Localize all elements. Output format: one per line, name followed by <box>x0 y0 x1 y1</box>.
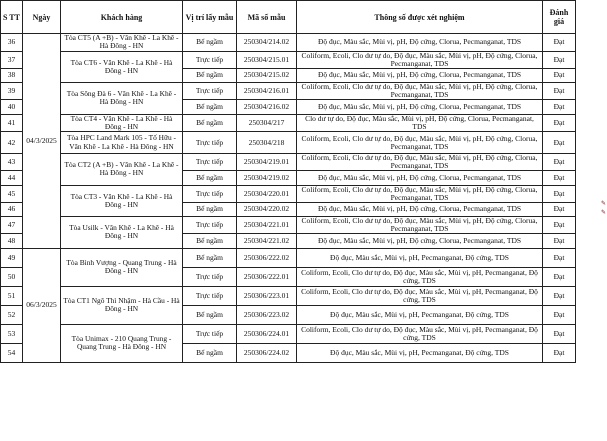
col-header-date: Ngày <box>23 1 61 34</box>
rating: Đạt <box>543 114 576 132</box>
row-stt: 44 <box>1 171 23 186</box>
rating: Đạt <box>543 68 576 83</box>
sample-location: Bể ngầm <box>183 202 237 217</box>
row-stt: 49 <box>1 248 23 267</box>
test-parameters: Coliform, Ecoli, Clo dư tự do, Độ đục, Màu sắc, Mùi vị, pH, Độ cứng, Clorua, Pecmanganat, TDS <box>297 132 543 154</box>
row-stt: 36 <box>1 34 23 52</box>
rating: Đạt <box>543 132 576 154</box>
row-stt: 50 <box>1 267 23 286</box>
sample-location: Trực tiếp <box>183 217 237 234</box>
sample-location: Bể ngầm <box>183 234 237 249</box>
customer-name: Tòa Unimax - 210 Quang Trung - Quang Trung - Hà Đông - HN <box>61 324 183 362</box>
sample-code: 250306/224.02 <box>237 343 297 362</box>
row-stt: 47 <box>1 217 23 234</box>
table-row <box>1 83 576 100</box>
rating: Đạt <box>543 234 576 249</box>
table-row <box>1 51 576 68</box>
test-parameters: Coliform, Ecoli, Clo dư tự do, Độ đục, Màu sắc, Mùi vị, pH, Độ cứng, Clorua, Pecmanganat, TDS <box>297 185 543 202</box>
sample-code: 250304/220.02 <box>237 202 297 217</box>
row-stt: 39 <box>1 83 23 100</box>
row-stt: 37 <box>1 51 23 68</box>
customer-name: Tòa CT2 (A +B) - Văn Khê - La Khê - Hà Đông - HN <box>61 154 183 186</box>
test-parameters: Coliform, Ecoli, Clo dư tự do, Độ đục, Màu sắc, Mùi vị, pH, Độ cứng, Clorua, Pecmanganat, TDS <box>297 83 543 100</box>
row-stt: 48 <box>1 234 23 249</box>
rating: Đạt <box>543 171 576 186</box>
sample-code: 250304/218 <box>237 132 297 154</box>
row-stt: 54 <box>1 343 23 362</box>
rating: Đạt <box>543 267 576 286</box>
sample-code: 250304/220.01 <box>237 185 297 202</box>
table-row <box>1 132 576 154</box>
rating: Đạt <box>543 286 576 305</box>
customer-name: Tòa Sông Đà 6 - Văn Khê - La Khê - Hà Đông - HN <box>61 83 183 115</box>
row-stt: 46 <box>1 202 23 217</box>
test-parameters: Độ đục, Màu sắc, Mùi vị, pH, Độ cứng, Clorua, Pecmanganat, TDS <box>297 171 543 186</box>
customer-name: Tòa HPC Land Mark 105 - Tố Hữu - Văn Khê - La Khê - Hà Đông - HN <box>61 132 183 154</box>
sample-location: Trực tiếp <box>183 51 237 68</box>
sample-code: 250304/221.02 <box>237 234 297 249</box>
sample-code: 250306/224.01 <box>237 324 297 343</box>
sample-location: Bể ngầm <box>183 171 237 186</box>
customer-name: Tòa CT5 (A +B) - Văn Khê - La Khê - Hà Đông - HN <box>61 34 183 52</box>
test-parameters: Coliform, Ecoli, Clo dư tự do, Độ đục, Màu sắc, Mùi vị, pH, Độ cứng, Clorua, Pecmanganat, TDS <box>297 51 543 68</box>
sample-code: 250304/215.02 <box>237 68 297 83</box>
sample-code: 250304/214.02 <box>237 34 297 52</box>
sample-code: 250304/215.01 <box>237 51 297 68</box>
rating: Đạt <box>543 202 576 217</box>
test-parameters: Coliform, Ecoli, Clo dư tự do, Độ đục, Màu sắc, Mùi vị, pH, Pecmanganat, Độ cứng, TDS <box>297 324 543 343</box>
table-row <box>1 185 576 202</box>
rating: Đạt <box>543 324 576 343</box>
col-header-stt: S TT <box>1 1 23 34</box>
test-parameters: Coliform, Ecoli, Clo dư tự do, Độ đục, Màu sắc, Mùi vị, pH, Pecmanganat, Độ cứng, TDS <box>297 286 543 305</box>
test-parameters: Độ đục, Màu sắc, Mùi vị, pH, Độ cứng, Clorua, Pecmanganat, TDS <box>297 234 543 249</box>
sample-date: 04/3/2025 <box>23 34 61 249</box>
sample-code: 250304/217 <box>237 114 297 132</box>
sample-code: 250304/216.01 <box>237 83 297 100</box>
test-parameters: Độ đục, Màu sắc, Mùi vị, pH, Độ cứng, Clorua, Pecmanganat, TDS <box>297 68 543 83</box>
sample-location: Bể ngầm <box>183 248 237 267</box>
sample-code: 250304/219.01 <box>237 154 297 171</box>
sample-code: 250304/216.02 <box>237 100 297 115</box>
table-row <box>1 154 576 171</box>
test-parameters: Clo dư tự do, Độ đục, Màu sắc, Mùi vị, pH, Độ cứng, Clorua, Pecmanganat, TDS <box>297 114 543 132</box>
sample-code: 250304/221.01 <box>237 217 297 234</box>
customer-name: Tòa CT1 Ngô Thì Nhậm - Hà Cầu - Hà Đông - HN <box>61 286 183 324</box>
sample-location: Bể ngầm <box>183 34 237 52</box>
sample-location: Trực tiếp <box>183 324 237 343</box>
sample-location: Trực tiếp <box>183 132 237 154</box>
sample-location: Trực tiếp <box>183 185 237 202</box>
table-row <box>1 217 576 234</box>
row-stt: 41 <box>1 114 23 132</box>
sample-location: Trực tiếp <box>183 83 237 100</box>
margin-handwriting: ✎ ✎ <box>600 200 607 216</box>
customer-name: Tòa Bình Vượng - Quang Trung - Hà Đông - HN <box>61 248 183 286</box>
sample-location: Trực tiếp <box>183 267 237 286</box>
row-stt: 45 <box>1 185 23 202</box>
table-row <box>1 248 576 267</box>
header-row <box>1 1 576 34</box>
sample-code: 250306/222.02 <box>237 248 297 267</box>
customer-name: Tòa CT6 - Văn Khê - La Khê - Hà Đông - HN <box>61 51 183 83</box>
col-header-parameters: Thông số được xét nghiệm <box>297 1 543 34</box>
col-header-customer: Khách hàng <box>61 1 183 34</box>
sample-date: 06/3/2025 <box>23 248 61 362</box>
sample-location: Bể ngầm <box>183 305 237 324</box>
rating: Đạt <box>543 217 576 234</box>
rating: Đạt <box>543 51 576 68</box>
rating: Đạt <box>543 343 576 362</box>
rating: Đạt <box>543 185 576 202</box>
sample-location: Bể ngầm <box>183 114 237 132</box>
rating: Đạt <box>543 83 576 100</box>
test-parameters: Độ đục, Màu sắc, Mùi vị, pH, Pecmanganat, Độ cứng, TDS <box>297 343 543 362</box>
col-header-sample-code: Mã số mẫu <box>237 1 297 34</box>
sample-code: 250304/219.02 <box>237 171 297 186</box>
rating: Đạt <box>543 305 576 324</box>
sample-location: Trực tiếp <box>183 154 237 171</box>
test-parameters: Độ đục, Màu sắc, Mùi vị, pH, Pecmanganat, Độ cứng, TDS <box>297 305 543 324</box>
sample-location: Trực tiếp <box>183 286 237 305</box>
row-stt: 51 <box>1 286 23 305</box>
sample-code: 250306/222.01 <box>237 267 297 286</box>
col-header-rating: Đánh giá <box>543 1 576 34</box>
test-parameters: Độ đục, Màu sắc, Mùi vị, pH, Độ cứng, Clorua, Pecmanganat, TDS <box>297 34 543 52</box>
rating: Đạt <box>543 34 576 52</box>
row-stt: 53 <box>1 324 23 343</box>
test-parameters: Coliform, Ecoli, Clo dư tự do, Độ đục, Màu sắc, Mùi vị, pH, Độ cứng, Clorua, Pecmanganat, TDS <box>297 217 543 234</box>
customer-name: Tòa CT3 - Văn Khê - La Khê - Hà Đông - HN <box>61 185 183 217</box>
col-header-location: Vị trí lấy mẫu <box>183 1 237 34</box>
sample-location: Bể ngầm <box>183 100 237 115</box>
row-stt: 40 <box>1 100 23 115</box>
test-parameters: Độ đục, Màu sắc, Mùi vị, pH, Độ cứng, Clorua, Pecmanganat, TDS <box>297 100 543 115</box>
test-parameters: Độ đục, Màu sắc, Mùi vị, pH, Độ cứng, Clorua, Pecmanganat, TDS <box>297 202 543 217</box>
test-parameters: Coliform, Ecoli, Clo dư tự do, Độ đục, Màu sắc, Mùi vị, pH, Pecmanganat, Độ cứng, TDS <box>297 267 543 286</box>
table-row <box>1 286 576 305</box>
sample-location: Bể ngầm <box>183 343 237 362</box>
sample-location: Bể ngầm <box>183 68 237 83</box>
customer-name: Tòa Usilk - Văn Khê - La Khê - Hà Đông - HN <box>61 217 183 249</box>
row-stt: 38 <box>1 68 23 83</box>
customer-name: Tòa CT4 - Văn Khê - La Khê - Hà Đông - HN <box>61 114 183 132</box>
table-row <box>1 114 576 132</box>
sample-code: 250306/223.01 <box>237 286 297 305</box>
sample-code: 250306/223.02 <box>237 305 297 324</box>
row-stt: 52 <box>1 305 23 324</box>
test-parameters: Độ đục, Màu sắc, Mùi vị, pH, Pecmanganat, Độ cứng, TDS <box>297 248 543 267</box>
test-parameters: Coliform, Ecoli, Clo dư tự do, Độ đục, Màu sắc, Mùi vị, pH, Độ cứng, Clorua, Pecmanganat, TDS <box>297 154 543 171</box>
table-row <box>1 324 576 343</box>
row-stt: 42 <box>1 132 23 154</box>
row-stt: 43 <box>1 154 23 171</box>
rating: Đạt <box>543 100 576 115</box>
table-row <box>1 34 576 52</box>
rating: Đạt <box>543 154 576 171</box>
rating: Đạt <box>543 248 576 267</box>
